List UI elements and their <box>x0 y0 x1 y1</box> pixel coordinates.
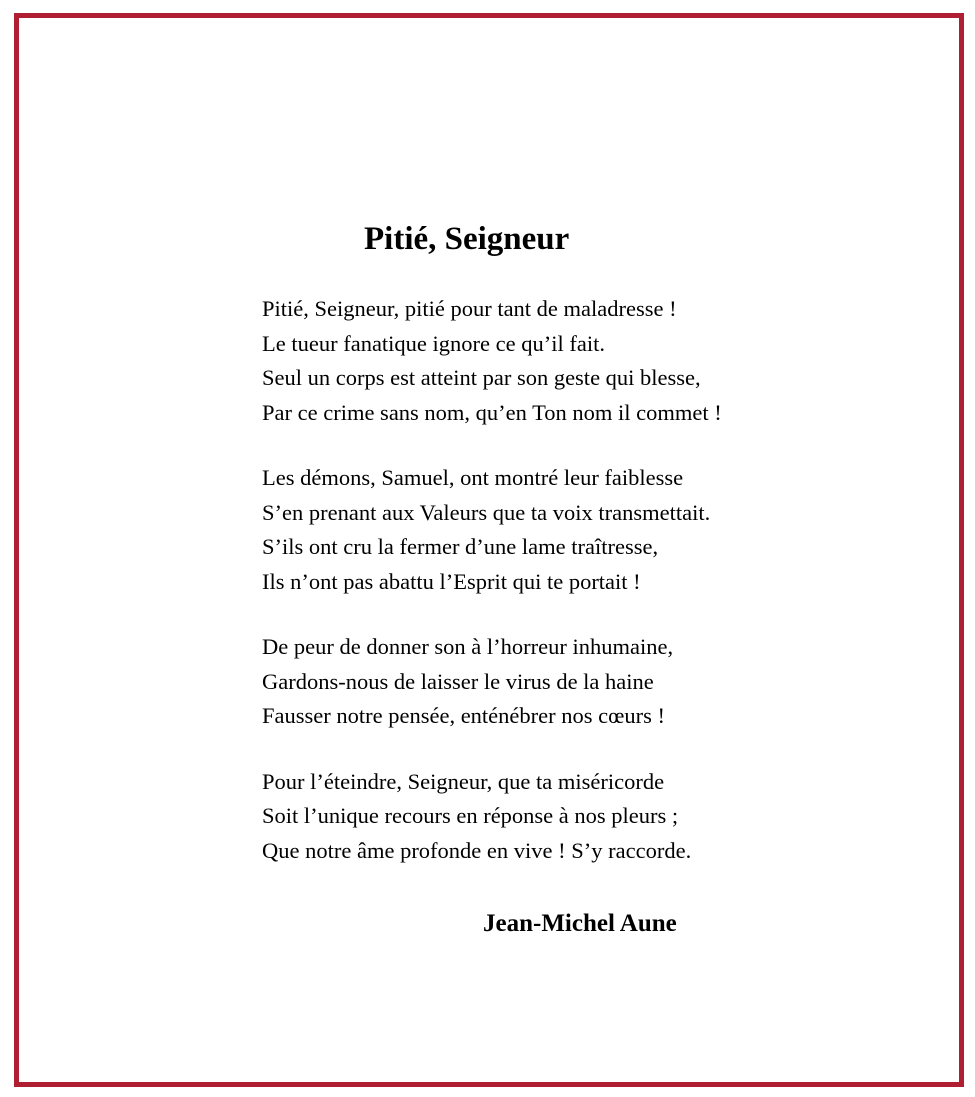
poem-title: Pitié, Seigneur <box>364 221 570 257</box>
poem-line: Pour l’éteindre, Seigneur, que ta miséricorde <box>262 768 665 794</box>
poem-line: S’en prenant aux Valeurs que ta voix transmettait. <box>262 499 711 525</box>
poem-line: Que notre âme profonde en vive ! S’y raccorde. <box>262 837 692 863</box>
poem-line: S’ils ont cru la fermer d’une lame traîtresse, <box>262 534 659 559</box>
poem-line: Par ce crime sans nom, qu’en Ton nom il commet ! <box>262 399 722 425</box>
stanza-3 <box>262 630 722 734</box>
stanza-2 <box>262 461 722 599</box>
poem-line: Ils n’ont pas abattu l’Esprit qui te portait ! <box>262 568 641 594</box>
poem-line: Pitié, Seigneur, pitié pour tant de maladresse ! <box>262 296 677 321</box>
poem-line: De peur de donner son à l’horreur inhumaine, <box>262 634 674 659</box>
stanza-4 <box>262 765 722 869</box>
poem-body <box>262 292 722 899</box>
poem-line: Seul un corps est atteint par son geste qui blesse, <box>262 365 701 390</box>
poem-line: Gardons-nous de laisser le virus de la haine <box>262 668 654 694</box>
page-frame <box>14 13 964 1087</box>
poem-line: Soit l’unique recours en réponse à nos pleurs ; <box>262 803 679 828</box>
poem-line: Les démons, Samuel, ont montré leur faiblesse <box>262 465 684 490</box>
poem-line: Le tueur fanatique ignore ce qu’il fait. <box>262 330 605 356</box>
stanza-1 <box>262 292 722 430</box>
author-signature: Jean-Michel Aune <box>483 910 677 937</box>
poem-line: Fausser notre pensée, enténébrer nos cœurs ! <box>262 703 665 728</box>
